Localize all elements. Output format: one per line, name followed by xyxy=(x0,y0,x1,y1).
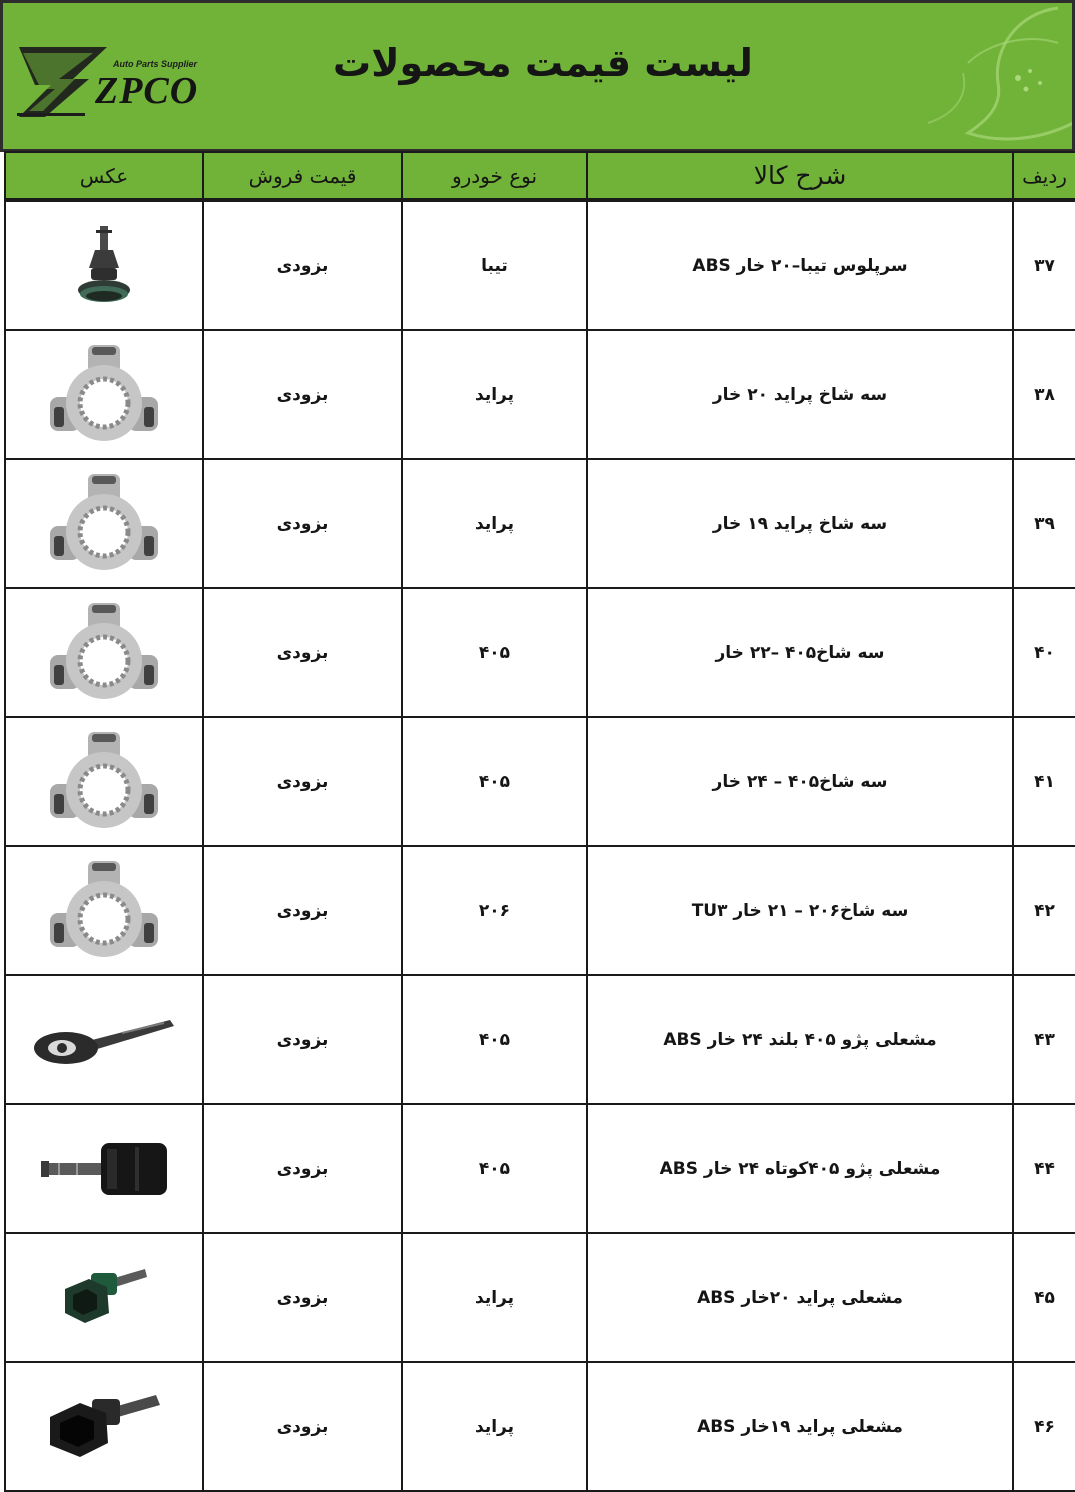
col-header-row-number: ردیف xyxy=(1013,152,1075,200)
col-header-price: قیمت فروش xyxy=(203,152,402,200)
price-table xyxy=(4,151,1075,1492)
row-number: ۴۶ xyxy=(1013,1362,1075,1491)
product-image xyxy=(5,459,203,588)
logo-name: ZPCO xyxy=(95,70,199,112)
col-header-image: عکس xyxy=(5,152,203,200)
logo-subtitle: Auto Parts Supplier xyxy=(113,59,198,69)
row-number: ۴۴ xyxy=(1013,1104,1075,1233)
product-car: ۴۰۵ xyxy=(402,1104,587,1233)
decorative-face-outline-icon xyxy=(908,3,1075,152)
table-row xyxy=(5,459,1075,588)
row-number: ۳۹ xyxy=(1013,459,1075,588)
product-image xyxy=(5,846,203,975)
product-price: بزودی xyxy=(203,459,402,588)
product-description: مشعلی پراید ۲۰خار ABS xyxy=(587,1233,1013,1362)
product-description: سه شاخ پراید ۲۰ خار xyxy=(587,330,1013,459)
cv-joint-outer-icon xyxy=(69,224,139,308)
product-description: سه شاخ۲۰۶ – ۲۱ خار TU۳ xyxy=(587,846,1013,975)
product-car: ۴۰۵ xyxy=(402,717,587,846)
row-number: ۳۷ xyxy=(1013,200,1075,330)
product-description: سرپلوس تیبا–۲۰ خار ABS xyxy=(587,200,1013,330)
table-row xyxy=(5,1362,1075,1491)
tripod-joint-icon xyxy=(44,599,164,707)
row-number: ۴۳ xyxy=(1013,975,1075,1104)
table-row xyxy=(5,200,1075,330)
product-image xyxy=(5,1362,203,1491)
product-description: سه شاخ۴۰۵ – ۲۴ خار xyxy=(587,717,1013,846)
product-car: ۲۰۶ xyxy=(402,846,587,975)
product-image xyxy=(5,588,203,717)
product-car: ۴۰۵ xyxy=(402,588,587,717)
product-price: بزودی xyxy=(203,1233,402,1362)
col-header-description: شرح کالا xyxy=(587,152,1013,200)
inner-joint-short-shaft-icon xyxy=(37,1139,171,1199)
table-row xyxy=(5,1233,1075,1362)
row-number: ۴۵ xyxy=(1013,1233,1075,1362)
tripod-joint-icon xyxy=(44,728,164,836)
product-image xyxy=(5,975,203,1104)
table-row xyxy=(5,846,1075,975)
product-car: ۴۰۵ xyxy=(402,975,587,1104)
product-image xyxy=(5,1104,203,1233)
table-row xyxy=(5,975,1075,1104)
table-row xyxy=(5,330,1075,459)
col-header-car: نوع خودرو xyxy=(402,152,587,200)
product-image xyxy=(5,1233,203,1362)
inner-joint-green-icon xyxy=(59,1263,149,1333)
product-car: پراید xyxy=(402,330,587,459)
product-price: بزودی xyxy=(203,1362,402,1491)
inner-joint-dark-icon xyxy=(44,1387,164,1467)
company-logo xyxy=(15,39,215,121)
product-image xyxy=(5,717,203,846)
product-image xyxy=(5,330,203,459)
table-row xyxy=(5,717,1075,846)
product-price: بزودی xyxy=(203,200,402,330)
row-number: ۴۲ xyxy=(1013,846,1075,975)
table-row xyxy=(5,1104,1075,1233)
page-title: لیست قیمت محصولات xyxy=(333,41,753,85)
row-number: ۳۸ xyxy=(1013,330,1075,459)
product-description: مشعلی پژو ۴۰۵کوتاه ۲۴ خار ABS xyxy=(587,1104,1013,1233)
product-image xyxy=(5,200,203,330)
product-price: بزودی xyxy=(203,330,402,459)
product-price: بزودی xyxy=(203,975,402,1104)
table-row xyxy=(5,588,1075,717)
tripod-joint-icon xyxy=(44,341,164,449)
page-header xyxy=(0,0,1075,152)
tripod-joint-icon xyxy=(44,470,164,578)
product-description: مشعلی پراید ۱۹خار ABS xyxy=(587,1362,1013,1491)
product-price: بزودی xyxy=(203,846,402,975)
product-description: مشعلی پژو ۴۰۵ بلند ۲۴ خار ABS xyxy=(587,975,1013,1104)
product-car: پراید xyxy=(402,1362,587,1491)
table-header-row xyxy=(5,152,1075,200)
product-car: تیبا xyxy=(402,200,587,330)
row-number: ۴۰ xyxy=(1013,588,1075,717)
inner-joint-long-shaft-icon xyxy=(32,1010,176,1070)
product-price: بزودی xyxy=(203,588,402,717)
tripod-joint-icon xyxy=(44,857,164,965)
product-car: پراید xyxy=(402,459,587,588)
row-number: ۴۱ xyxy=(1013,717,1075,846)
product-price: بزودی xyxy=(203,717,402,846)
product-price: بزودی xyxy=(203,1104,402,1233)
product-description: سه شاخ۴۰۵ –۲۲ خار xyxy=(587,588,1013,717)
product-car: پراید xyxy=(402,1233,587,1362)
product-description: سه شاخ پراید ۱۹ خار xyxy=(587,459,1013,588)
